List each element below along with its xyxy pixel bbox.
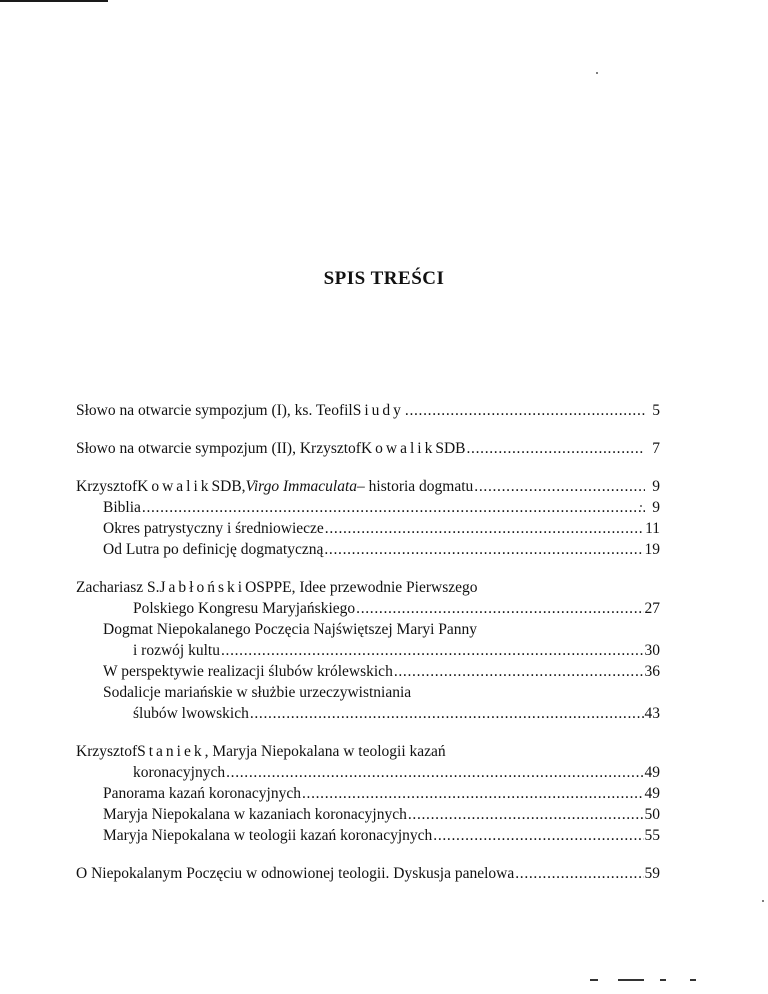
toc-subentry-text: W perspektywie realizacji ślubów królewskich bbox=[103, 663, 393, 680]
toc-subentry-text: Panorama kazań koronacyjnych bbox=[103, 785, 301, 802]
toc-page-number: 59 bbox=[644, 865, 660, 882]
toc-subentry-text: Biblia bbox=[103, 499, 141, 516]
toc-page-number: 19 bbox=[644, 541, 660, 558]
toc-page-number: 5 bbox=[652, 402, 660, 419]
toc-subentry bbox=[76, 539, 660, 560]
toc-entry-prefix: Krzysztof bbox=[76, 743, 138, 760]
scan-speck bbox=[762, 900, 764, 902]
toc-entry-author: Kowalik bbox=[137, 478, 212, 495]
toc-page-number: 49 bbox=[644, 764, 660, 781]
toc-subentry bbox=[76, 783, 660, 804]
toc-entry bbox=[76, 400, 660, 421]
dot-leader bbox=[302, 783, 644, 804]
toc-entry-suffix: , Maryja Niepokalana w teologii kazań bbox=[204, 743, 446, 760]
toc-subentry-text: Dogmat Niepokalanego Poczęcia Najświętszej Maryi Panny bbox=[103, 621, 478, 638]
toc-entry-author: Siudy bbox=[352, 402, 404, 419]
scan-artifact bbox=[590, 979, 598, 981]
toc-subentry-text: Okres patrystyczny i średniowiecze bbox=[103, 520, 324, 537]
toc-page-number: 11 bbox=[645, 520, 660, 537]
toc-entry bbox=[76, 476, 660, 497]
toc-entry-text: O Niepokalanym Poczęciu w odnowionej teologii. Dyskusja panelowa bbox=[76, 865, 515, 882]
toc-subentry bbox=[76, 497, 660, 518]
toc-subentry bbox=[76, 619, 660, 640]
toc-entry-italic-title: Virgo Immaculata bbox=[245, 478, 358, 495]
scan-artifact bbox=[690, 979, 696, 981]
toc-entry bbox=[76, 438, 660, 459]
toc-entry-suffix: OSPPE, Idee przewodnie Pierwszego bbox=[245, 579, 478, 596]
dot-leader bbox=[515, 863, 643, 884]
dot-leader bbox=[474, 476, 645, 497]
toc-subentry bbox=[76, 825, 660, 846]
toc-subentry-text: Sodalicje mariańskie w służbie urzeczywistniania bbox=[103, 684, 412, 701]
dot-leader bbox=[433, 825, 643, 846]
toc-subentry-continuation bbox=[76, 703, 660, 724]
toc-page-number: 50 bbox=[644, 806, 660, 823]
toc-page-number: 9 bbox=[652, 499, 660, 516]
toc-subentry-text: Maryja Niepokalana w teologii kazań koronacyjnych bbox=[103, 827, 433, 844]
toc-page-number: 30 bbox=[644, 642, 660, 659]
toc-page-number: 49 bbox=[644, 785, 660, 802]
toc-entry-prefix: Słowo na otwarcie sympozjum (II), Krzysztof bbox=[76, 440, 361, 457]
toc-entry-prefix: Krzysztof bbox=[76, 478, 138, 495]
dot-leader bbox=[142, 497, 645, 518]
dot-leader bbox=[226, 762, 643, 783]
toc-subentry-cont-text: ślubów lwowskich bbox=[133, 705, 249, 722]
toc-entry-mid: SDB, bbox=[211, 478, 246, 495]
dot-leader bbox=[408, 804, 644, 825]
toc-entry-suffix: – historia dogmatu bbox=[357, 478, 474, 495]
dot-leader bbox=[250, 703, 644, 724]
toc-page-number: 7 bbox=[652, 440, 660, 457]
toc-entry-prefix: Słowo na otwarcie sympozjum (I), ks. Teofil bbox=[76, 402, 353, 419]
toc-entry-continuation bbox=[76, 598, 660, 619]
toc-entry-author: Jabłoński bbox=[159, 579, 246, 596]
toc-page-number: 43 bbox=[644, 705, 660, 722]
toc-subentry-continuation bbox=[76, 640, 660, 661]
toc-page-number: 9 bbox=[652, 478, 660, 495]
toc-entry-suffix: SDB bbox=[435, 440, 466, 457]
table-of-contents bbox=[76, 400, 660, 884]
toc-entry-cont-text: Polskiego Kongresu Maryjańskiego bbox=[133, 600, 356, 617]
dot-leader bbox=[467, 438, 646, 459]
toc-subentry bbox=[76, 661, 660, 682]
toc-entry bbox=[76, 863, 660, 884]
toc-entry-author: Staniek bbox=[137, 743, 205, 760]
dot-leader bbox=[325, 518, 644, 539]
toc-entry-continuation bbox=[76, 762, 660, 783]
toc-entry bbox=[76, 741, 660, 762]
toc-entry-prefix: Zachariasz S. bbox=[76, 579, 160, 596]
toc-page-number: 55 bbox=[644, 827, 660, 844]
toc-subentry-cont-text: i rozwój kultu bbox=[133, 642, 220, 659]
dot-leader bbox=[324, 539, 643, 560]
toc-entry-author: Kowalik bbox=[360, 440, 436, 457]
dot-leader bbox=[356, 598, 643, 619]
toc-entry bbox=[76, 577, 660, 598]
scan-artifact bbox=[660, 979, 666, 981]
scan-artifact bbox=[618, 979, 644, 981]
toc-subentry bbox=[76, 804, 660, 825]
page-title: SPIS TREŚCI bbox=[323, 268, 445, 289]
scan-edge-mark bbox=[0, 0, 108, 2]
toc-page-number: 36 bbox=[644, 663, 660, 680]
toc-page-number: 27 bbox=[644, 600, 660, 617]
dot-leader bbox=[405, 400, 645, 421]
dot-leader bbox=[394, 661, 644, 682]
toc-subentry-text: Od Lutra po definicję dogmatyczną bbox=[103, 541, 324, 558]
dot-leader bbox=[221, 640, 644, 661]
toc-subentry bbox=[76, 518, 660, 539]
toc-subentry bbox=[76, 682, 660, 703]
toc-entry-cont-text: koronacyjnych bbox=[133, 764, 226, 781]
scan-speck bbox=[596, 72, 598, 74]
toc-subentry-text: Maryja Niepokalana w kazaniach koronacyjnych bbox=[103, 806, 407, 823]
